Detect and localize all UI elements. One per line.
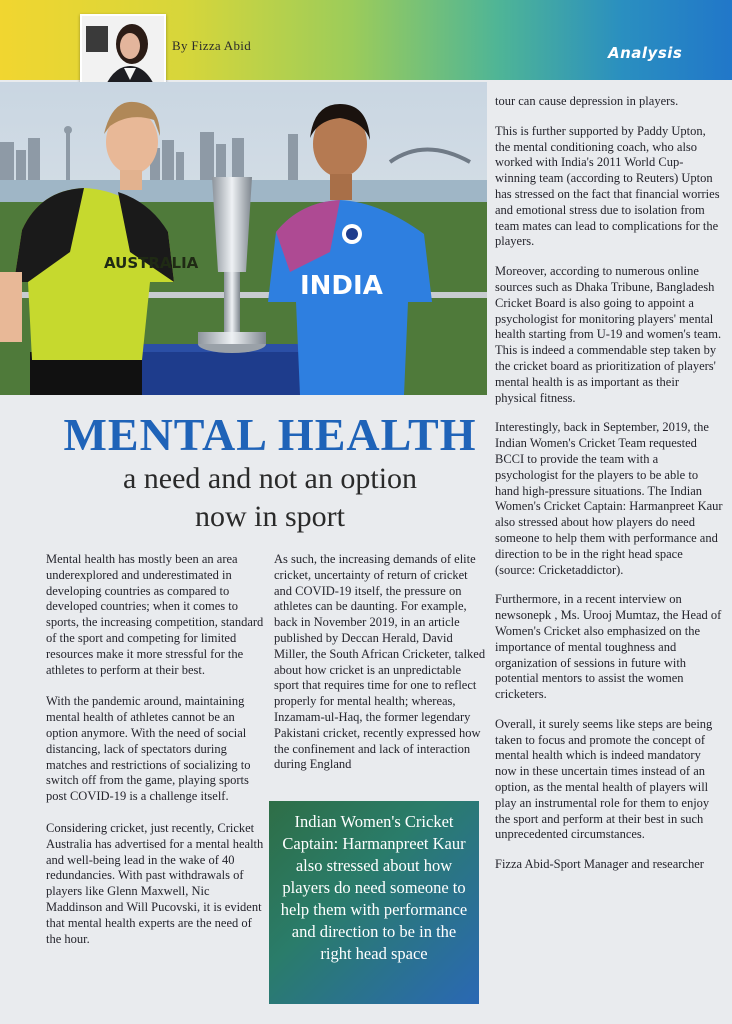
article-column-2 <box>274 552 486 789</box>
article-column-3 <box>495 94 723 887</box>
article-column-1 <box>46 552 264 963</box>
paragraph: As such, the increasing demands of elite cricket, uncertainty of return of cricket and COVID-19 itself, the pressure on athletes can be daunting. For example, back in November 2019, in an article published by Deccan Herald, David Miller, the South African Cricketer, talked about how cricket is an unpredictable sport that requires time for one to reflect properly for mental health; whereas, Inzamam-ul-Haq, the former legendary Pakistani cricket, recently expressed how the confinement and lack of interaction during England <box>274 552 486 772</box>
hero-photo <box>0 82 487 395</box>
author-signoff: Fizza Abid-Sport Manager and researcher <box>495 857 704 872</box>
paragraph: tour can cause depression in players. <box>495 94 679 108</box>
paragraph: Considering cricket, just recently, Cricket Australia has advertised for a mental health and well-being lead in the wake of 40 redundancies. With past withdrawals of players like Glenn Maxwell, Nic Maddinson and Will Pucovski, it is evident that mental health experts are the need of the hour. <box>46 820 264 946</box>
paragraph: Interestingly, back in September, 2019, the Indian Women's Cricket Team requested BCCI to provide the team with a psychologist for the players to be able to hand high-pressure situations. The Indian Women's Cricket Captain: Harmanpreet Kaur also stressed about how players do need someone to help them with performance and direction to be in the right head space (source: Cricketaddictor). <box>495 420 723 577</box>
paragraph: Mental health has mostly been an area underexplored and underestimated in developing countries as compared to developed countries; when it comes to sports, the increasing competition, standard of the sport and competing for limited resources make it more stressful for the athletes to perform at their best. <box>46 552 264 677</box>
jersey-right-text: INDIA <box>300 271 383 301</box>
subtitle-line-1: a need and not an option <box>122 462 418 495</box>
subtitle-line-2: now in sport <box>195 500 345 533</box>
paragraph: Moreover, according to numerous online sources such as Dhaka Tribune, Bangladesh Cricket Board is also going to appoint a psychologist for monitoring players' mental health starting from U-19 and women's team. This is indeed a commendable step taken by the cricket board as prioritization of players' mental health is as important as their physical fitness. <box>495 264 722 405</box>
paragraph: Furthermore, in a recent interview on newsonepk , Ms. Urooj Mumtaz, the Head of Women's Cricket also emphasized on the importance of mental toughness and organization of sessions in future with potential mentors to assist the women cricketers. <box>495 592 722 702</box>
jersey-left-text: AUSTRALIA <box>104 254 199 272</box>
section-label: Analysis <box>608 44 683 62</box>
article-subtitle <box>10 460 530 536</box>
paragraph: This is further supported by Paddy Upton, the mental conditioning coach, who also worked with India's 2011 World Cup-winning team (according to Reuters) Upton has stressed on the fact that financial worries and emotional stress due to isolation from team mates can lead to complications for the players. <box>495 123 720 249</box>
paragraph: Overall, it surely seems like steps are being taken to focus and promote the concept of mental health which is indeed mandatory now in these uncertain times instead of an option, as the mental health of players will play an instrumental role for them to enjoy the sport and perform at their best in such unprecedented circumstances. <box>495 716 713 842</box>
byline: By Fizza Abid <box>172 38 252 53</box>
article-title: MENTAL HEALTH <box>63 409 477 460</box>
pull-quote: Indian Women's Cricket Captain: Harmanpreet Kaur also stressed about how players do need someone to help them with performance and direction to be in the right head space <box>269 801 479 1004</box>
paragraph: With the pandemic around, maintaining mental health of athletes cannot be an option anymore. With the need of social distancing, lack of spectators during matches and restrictions of socializing to switch off from the game, playing sports post COVID-19 is a challenge itself. <box>46 694 251 804</box>
